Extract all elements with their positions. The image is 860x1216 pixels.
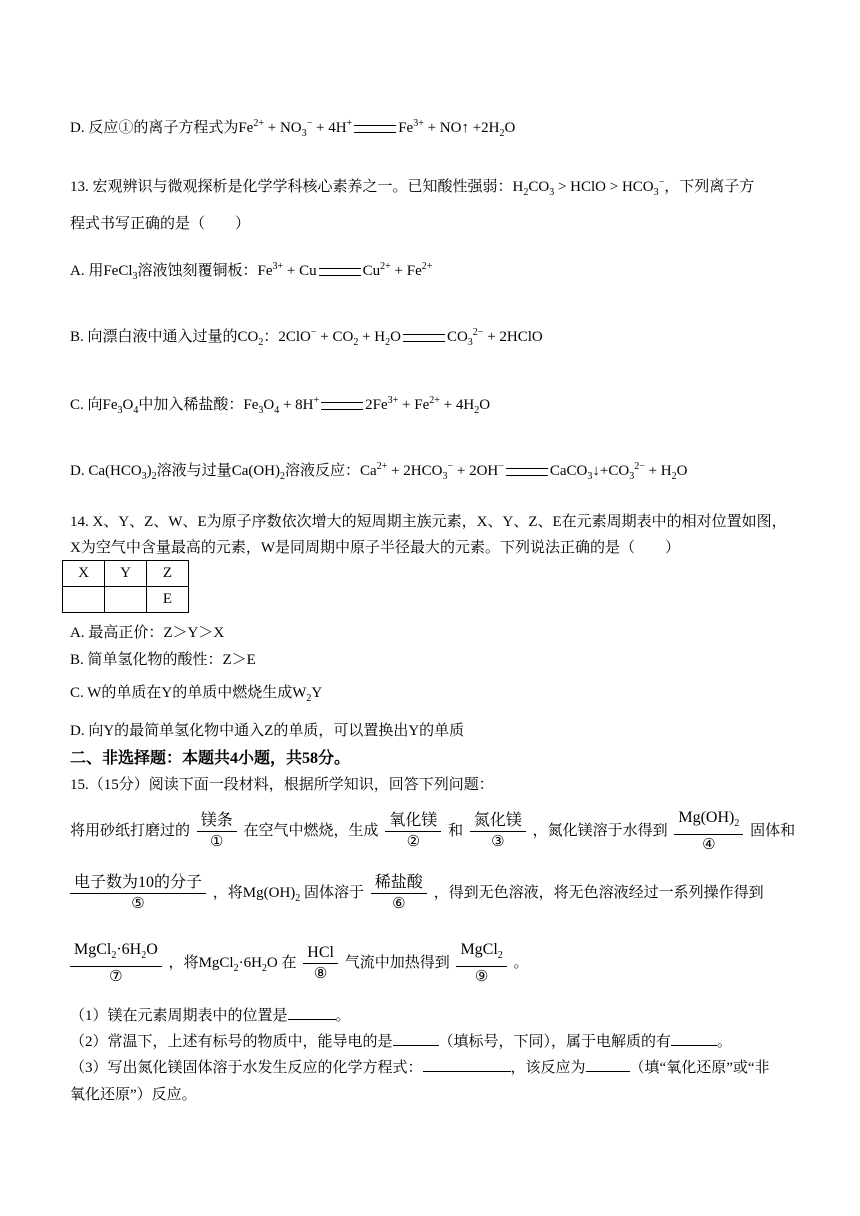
q14-option-b: B. 简单氢化物的酸性：Z＞E [70, 652, 256, 668]
q15-sub3: （3）写出氮化镁固体溶于水发生反应的化学方程式： ，该反应为 （填“氧化还原”或“非 [70, 1060, 770, 1076]
q15-sub1: （1）镁在元素周期表中的位置是 。 [70, 1008, 351, 1024]
q13-option-c: C. 向$Fe_3O_4$中加入稀盐酸：$Fe_3O_4 + 8H^+$ $2Fe^{3+} + Fe^{2+} + 4H_2O$ [70, 395, 491, 416]
fraction-label: $\frac{\text{HCl}}{\text{⑧}}$ [303, 943, 338, 984]
q15-material-line1: 将用砂纸打磨过的 $\frac{\text{镁条}}{\text{①}}$ 在空气中燃烧，生成 $\frac{\text{氧化镁}}{\text{②}}$ 和 $\frac{\text{氮化镁}}{\text{③}}$ ，氮化镁溶于水得到 $\frac{Mg(OH)_2}{\text{④}}$ 固体和 [70, 809, 796, 854]
q15-sub3-cont: 氧化还原”）反应。 [70, 1087, 197, 1103]
q14-stem-line1: 14. X、Y、Z、W、E为原子序数依次增大的短周期主族元素，X、Y、Z、E在元素周期表中的相对位置如图， [70, 514, 787, 530]
q13-stem-line2: 程式书写正确的是（ ） [70, 216, 251, 232]
table-cell: X [63, 561, 105, 587]
table-cell [105, 587, 147, 613]
table-cell: Z [147, 561, 189, 587]
q15-material-line2: $\frac{\text{电子数为10的分子}}{\text{⑤}}$ ，将$Mg(OH)_2$ 固体溶于 $\frac{\text{稀盐酸}}{\text{⑥}}$ ，得到无色溶液，将无色溶液经过一系列操作得到 [70, 873, 790, 914]
q14-option-c: C. W的单质在Y的单质中燃烧生成$W_2Y$ [70, 685, 323, 704]
fraction-label: $\frac{\text{氮化镁}}{\text{③}}$ [470, 811, 526, 852]
fraction-label: $\frac{\text{电子数为10的分子}}{\text{⑤}}$ [70, 873, 206, 914]
fraction-label: $\frac{\text{稀盐酸}}{\text{⑥}}$ [371, 873, 427, 914]
q13-option-a: A. 用FeCl$_3$溶液蚀刻覆铜板：$Fe^{3+} + Cu$ $Cu^{2+} + Fe^{2+}$ [70, 261, 433, 282]
q12-option-d: D. 反应①的离子方程式为$Fe^{2+} + NO_3^- + 4H^+$ $Fe^{3+}$ + NO↑ $+2H_2O$ [70, 118, 516, 139]
q15-stem: 15.（15分）阅读下面一段材料，根据所学知识，回答下列问题： [70, 777, 494, 793]
periodic-table-fragment [62, 560, 189, 613]
section-heading: 二、非选择题：本题共4小题，共58分。 [70, 750, 351, 767]
fraction-label: $\frac{MgCl_2}{\text{⑨}}$ [456, 940, 506, 987]
q14-option-d: D. 向Y的最简单氢化物中通入Z的单质，可以置换出Y的单质 [70, 723, 465, 739]
q13-option-d: D. $Ca(HCO_3)_2$溶液与过量$Ca(OH)_2$溶液反应：$Ca^{2+} + 2HCO_3^- + 2OH^-$ $CaCO_3↓+CO_3^{2-} + H_2O$ [70, 461, 688, 482]
q15-sub2: （2）常温下，上述有标号的物质中，能导电的是 （填标号，下同），属于电解质的有 。 [70, 1034, 733, 1050]
q14-option-a: A. 最高正价：Z＞Y＞X [70, 625, 225, 641]
q13-option-b: B. 向漂白液中通入过量的$CO_2$：$2ClO^- + CO_2 + H_2O$ $CO_3^{2-}$ + 2HClO [70, 327, 543, 348]
table-cell: Y [105, 561, 147, 587]
table-cell [63, 587, 105, 613]
q14-stem-line2: X为空气中含量最高的元素，W是同周期中原子半径最大的元素。下列说法正确的是（ ） [70, 540, 680, 556]
fraction-label: $\frac{\text{氧化镁}}{\text{②}}$ [385, 811, 441, 852]
fraction-label: $\frac{Mg(OH)_2}{\text{④}}$ [674, 808, 743, 855]
fraction-label: $\frac{MgCl_2\cdot 6H_2O}{\text{⑦}}$ [70, 940, 162, 987]
table-cell: E [147, 587, 189, 613]
q13-stem-line1: 13. 宏观辨识与微观探析是化学学科核心素养之一。已知酸性强弱：$H_2CO_3$ > HClO > $HCO_3^-$，下列离子方 [70, 177, 755, 198]
fraction-label: $\frac{\text{镁条}}{\text{①}}$ [197, 811, 237, 852]
q15-material-line3: $\frac{MgCl_2\cdot 6H_2O}{\text{⑦}}$ ，将$MgCl_2\cdot 6H_2O$ 在 $\frac{\text{HCl}}{\text{⑧}}$ 气流中加热得到 $\frac{MgCl_2}{\text{⑨}}$ 。 [70, 940, 790, 987]
